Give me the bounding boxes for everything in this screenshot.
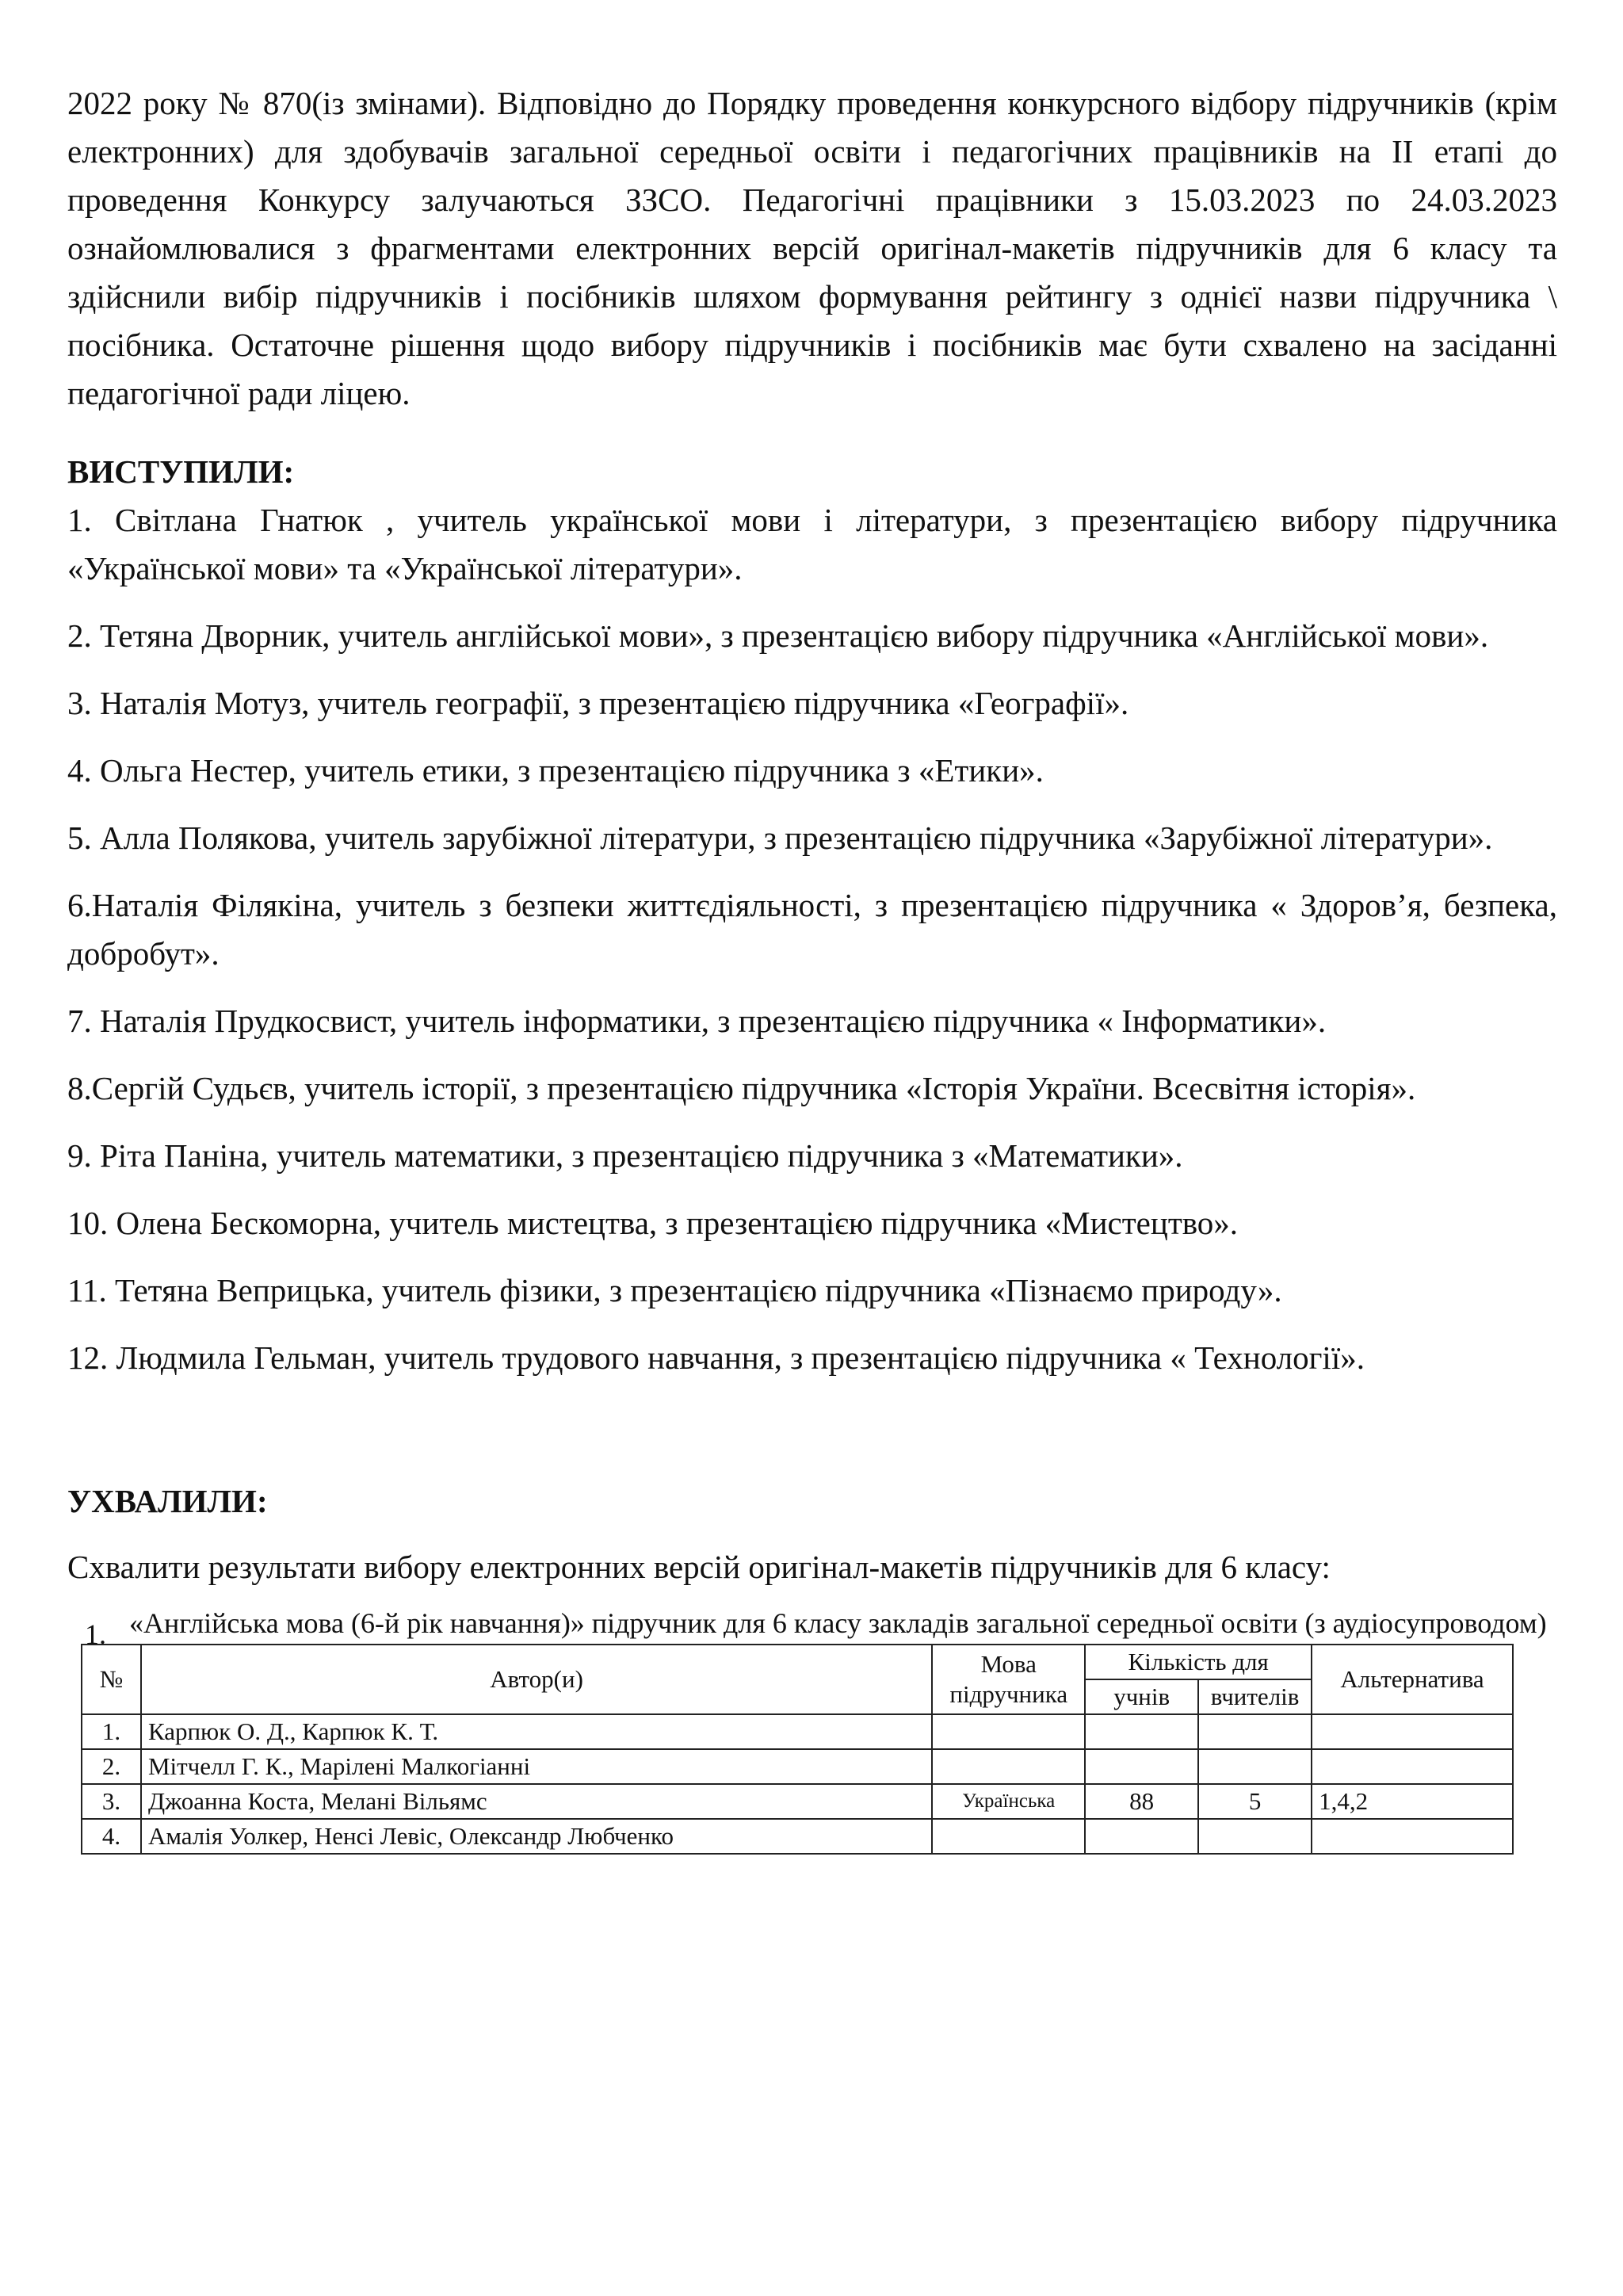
speaker-item: 9. Ріта Паніна, учитель математики, з презентацією підручника з «Математики».	[67, 1137, 1183, 1174]
col-header-students: учнів	[1085, 1679, 1198, 1714]
cell-authors: Карпюк О. Д., Карпюк К. Т.	[141, 1714, 932, 1749]
table-row	[82, 1749, 1513, 1784]
cell-teachers	[1198, 1749, 1312, 1784]
cell-students	[1085, 1819, 1198, 1854]
cell-language	[932, 1714, 1085, 1749]
cell-no: 4.	[82, 1819, 141, 1854]
col-header-authors: Автор(и)	[141, 1645, 932, 1714]
textbook-number: 1.	[85, 1618, 106, 1650]
speaker-item: 5. Алла Полякова, учитель зарубіжної літератури, з презентацією підручника «Зарубіжної літератури».	[67, 819, 1493, 856]
speaker-item: 11. Тетяна Веприцька, учитель фізики, з презентацією підручника «Пізнаємо природу».	[67, 1272, 1282, 1308]
cell-no: 1.	[82, 1714, 141, 1749]
cell-teachers	[1198, 1819, 1312, 1854]
col-header-teachers: вчителів	[1198, 1679, 1312, 1714]
cell-alternative: 1,4,2	[1312, 1784, 1513, 1819]
speaker-item: 6.Наталія Філякіна, учитель з безпеки життєдіяльності, з презентацією підручника « Здоров’я, безпека, добробут».	[67, 887, 1557, 972]
table-header-row	[82, 1645, 1513, 1679]
speaker-item: 1. Світлана Гнатюк , учитель української мови і літератури, з презентацією вибору підручника «Української мови» та «Української літератури».	[67, 502, 1557, 586]
table-row	[82, 1784, 1513, 1819]
cell-authors: Джоанна Коста, Мелані Вільямс	[141, 1784, 932, 1819]
cell-students: 88	[1085, 1784, 1198, 1819]
approve-paragraph: Схвалити результати вибору електронних версій оригінал-макетів підручників для 6 класу:	[67, 1549, 1331, 1585]
speaker-item: 2. Тетяна Дворник, учитель англійської мови», з презентацією вибору підручника «Англійської мови».	[67, 617, 1489, 654]
cell-alternative	[1312, 1819, 1513, 1854]
speaker-item: 3. Наталія Мотуз, учитель географії, з презентацією підручника «Географії».	[67, 685, 1129, 721]
resolved-heading: УХВАЛИЛИ:	[67, 1483, 268, 1519]
textbook-title	[67, 1607, 1557, 1650]
cell-teachers: 5	[1198, 1784, 1312, 1819]
intro-paragraph: 2022 року № 870(із змінами). Відповідно до Порядку проведення конкурсного відбору підручників (крім електронних) для здобувачів загальної середньої освіти і педагогічних працівників на ІІ етапі до проведення Конкурсу залучаються ЗЗСО. Педагогічні працівники з 15.03.2023 по 24.03.2023 ознайомлювалися з фрагментами електронних версій оригінал-макетів підручників для 6 класу та здійснили вибір підручників і посібників шляхом формування рейтингу з однієї назви підручника \ посібника. Остаточне рішення щодо вибору підручників і посібників має бути схвалено на засіданні педагогічної ради ліцею.	[67, 85, 1557, 411]
spoke-heading: ВИСТУПИЛИ:	[67, 453, 295, 490]
cell-teachers	[1198, 1714, 1312, 1749]
textbook-name: «Англійська мова (6-й рік навчання)» підручник для 6 класу закладів загальної середньої освіти (з аудіосупроводом)	[129, 1607, 1547, 1639]
cell-alternative	[1312, 1714, 1513, 1749]
cell-authors: Мітчелл Г. К., Марілені Малкогіанні	[141, 1749, 932, 1784]
speaker-item: 10. Олена Бескоморна, учитель мистецтва, з презентацією підручника «Мистецтво».	[67, 1205, 1239, 1241]
speaker-item: 12. Людмила Гельман, учитель трудового навчання, з презентацією підручника « Технології».	[67, 1339, 1365, 1376]
speaker-item: 4. Ольга Нестер, учитель етики, з презентацією підручника з «Етики».	[67, 752, 1044, 789]
cell-no: 3.	[82, 1784, 141, 1819]
cell-language: Українська	[932, 1784, 1085, 1819]
textbook-choice-table	[81, 1644, 1514, 1855]
speaker-item: 8.Сергій Судьєв, учитель історії, з презентацією підручника «Історія України. Всесвітня історія».	[67, 1070, 1416, 1106]
cell-no: 2.	[82, 1749, 141, 1784]
cell-language	[932, 1819, 1085, 1854]
speaker-item: 7. Наталія Прудкосвист, учитель інформатики, з презентацією підручника « Інформатики».	[67, 1003, 1327, 1039]
table-row	[82, 1819, 1513, 1854]
document-page	[67, 79, 1557, 1855]
speakers-list	[67, 496, 1557, 1382]
cell-students	[1085, 1749, 1198, 1784]
cell-students	[1085, 1714, 1198, 1749]
col-header-quantity: Кількість для	[1085, 1645, 1312, 1679]
cell-authors: Амалія Уолкер, Ненсі Левіс, Олександр Любченко	[141, 1819, 932, 1854]
cell-language	[932, 1749, 1085, 1784]
col-header-language: Мова підручника	[932, 1645, 1085, 1714]
table-row	[82, 1714, 1513, 1749]
col-header-no: №	[82, 1645, 141, 1714]
cell-alternative	[1312, 1749, 1513, 1784]
col-header-alternative: Альтернатива	[1312, 1645, 1513, 1714]
